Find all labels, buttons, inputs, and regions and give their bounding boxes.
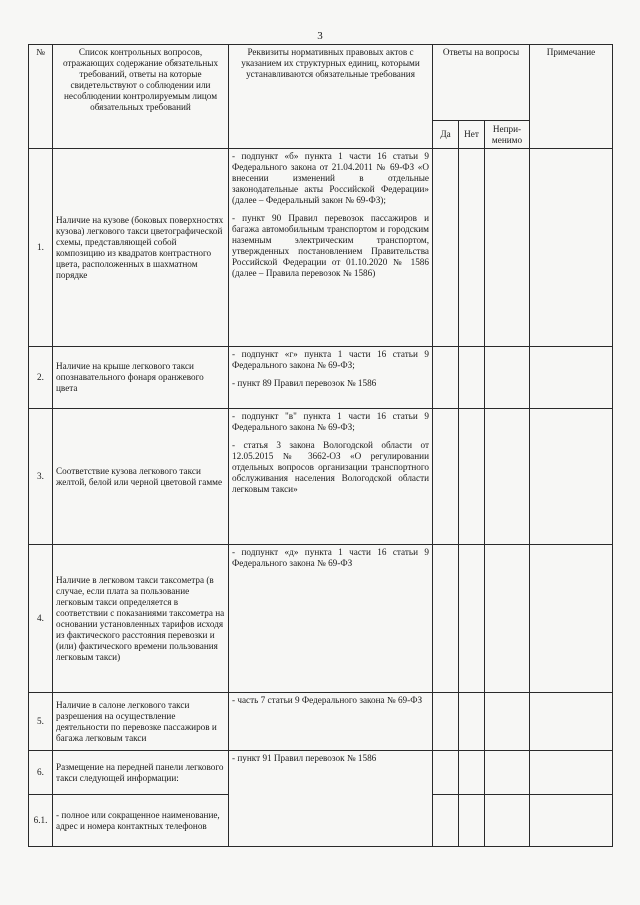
answer-yes-cell [433, 347, 459, 409]
requisite-item: - часть 7 статьи 9 Федерального закона № 69-ФЗ [232, 695, 423, 705]
table-row [29, 545, 613, 693]
answer-yes-cell [433, 693, 459, 751]
table-row [29, 409, 613, 545]
answer-no-cell [459, 409, 485, 545]
note-cell [530, 347, 613, 409]
row-number: 1. [29, 149, 53, 347]
table-row [29, 751, 613, 795]
legal-requisites [229, 545, 433, 693]
requisite-item: - подпункт «д» пункта 1 части 16 статьи 9 Федерального закона № 69-ФЗ [232, 547, 429, 568]
answer-yes-cell [433, 545, 459, 693]
requisite-item: - подпункт «б» пункта 1 части 16 статьи 9 Федерального закона от 21.04.2011 № 69-ФЗ «О внесении изменений в отдельные законодательные акты Российской Федерации» (далее – Федеральный закон № 69-ФЗ); [232, 151, 429, 205]
header-yes: Да [433, 121, 459, 149]
answer-na-cell [485, 693, 530, 751]
note-cell [530, 751, 613, 795]
answer-no-cell [459, 795, 485, 847]
row-number: 6.1. [29, 795, 53, 847]
control-question: Наличие на крыше легкового такси опознавательного фонаря оранжевого цвета [53, 347, 229, 409]
header-num: № [29, 45, 53, 149]
answer-na-cell [485, 795, 530, 847]
control-question: Соответствие кузова легкового такси желтой, белой или черной цветовой гамме [53, 409, 229, 545]
note-cell [530, 545, 613, 693]
requisite-item: - пункт 91 Правил перевозок № 1586 [232, 753, 377, 763]
control-question: Наличие в салоне легкового такси разрешения на осуществление деятельности по перевозке пассажиров и багажа легковым такси [53, 693, 229, 751]
row-number: 4. [29, 545, 53, 693]
answer-yes-cell [433, 751, 459, 795]
answer-na-cell [485, 347, 530, 409]
answer-yes-cell [433, 409, 459, 545]
row-number: 3. [29, 409, 53, 545]
answer-na-cell [485, 409, 530, 545]
note-cell [530, 795, 613, 847]
answer-na-cell [485, 545, 530, 693]
header-requisites: Реквизиты нормативных правовых актов с указанием их структурных единиц, которыми устанавливаются обязательные требования [229, 45, 433, 149]
row-number: 6. [29, 751, 53, 795]
requisite-item: - пункт 90 Правил перевозок пассажиров и багажа автомобильным транспортом и городским наземным электрическим транспортом, утвержденных постановлением Правительства Российской Федерации от 01.10.2020 № 1586 (далее – Правила перевозок № 1586) [232, 213, 429, 278]
row-number: 2. [29, 347, 53, 409]
note-cell [530, 409, 613, 545]
header-answers: Ответы на вопросы [433, 45, 530, 121]
requisite-item: - подпункт "в" пункта 1 части 16 статьи 9 Федерального закона № 69-ФЗ; [232, 411, 429, 432]
header-questions: Список контрольных вопросов, отражающих содержание обязательных требований, ответы на которые свидетельствуют о соблюдении или несоблюдении контролируемым лицом обязательных требований [53, 45, 229, 149]
legal-requisites [229, 149, 433, 347]
note-cell [530, 693, 613, 751]
note-cell [530, 149, 613, 347]
answer-na-cell [485, 149, 530, 347]
control-question: Наличие на кузове (боковых поверхностях кузова) легкового такси цветографической схемы, представляющей собой композицию из квадратов контрастного цвета, расположенных в шахматном порядке [53, 149, 229, 347]
legal-requisites [229, 347, 433, 409]
control-question: Наличие в легковом такси таксометра (в случае, если плата за пользование легковым такси определяется в соответствии с показаниями таксометра на основании установленных тарифов исходя из фактического расстояния перевозки и (или) фактического времени пользования легковым такси) [53, 545, 229, 693]
answer-no-cell [459, 545, 485, 693]
legal-requisites [229, 409, 433, 545]
header-no: Нет [459, 121, 485, 149]
answer-no-cell [459, 751, 485, 795]
table-row [29, 149, 613, 347]
control-question: Размещение на передней панели легкового такси следующей информации: [53, 751, 229, 795]
answer-no-cell [459, 347, 485, 409]
control-question: - полное или сокращенное наименование, адрес и номера контактных телефонов [53, 795, 229, 847]
table-row [29, 347, 613, 409]
requisite-item: - пункт 89 Правил перевозок № 1586 [232, 378, 377, 388]
legal-requisites [229, 751, 433, 847]
page-number: 3 [317, 30, 323, 42]
header-not-applicable: Непри-менимо [485, 121, 530, 149]
legal-requisites [229, 693, 433, 751]
row-number: 5. [29, 693, 53, 751]
table-row [29, 693, 613, 751]
checklist-table [28, 44, 613, 847]
requisite-item: - статья 3 закона Вологодской области от 12.05.2015 № 3662-ОЗ «О регулировании отдельных вопросов организации транспортного обслуживания населения Вологодской области легковым такси» [232, 440, 429, 494]
header-note: Примечание [530, 45, 613, 149]
answer-na-cell [485, 751, 530, 795]
requisite-item: - подпункт «г» пункта 1 части 16 статьи 9 Федерального закона № 69-ФЗ; [232, 349, 429, 370]
answer-no-cell [459, 149, 485, 347]
answer-no-cell [459, 693, 485, 751]
answer-yes-cell [433, 795, 459, 847]
answer-yes-cell [433, 149, 459, 347]
